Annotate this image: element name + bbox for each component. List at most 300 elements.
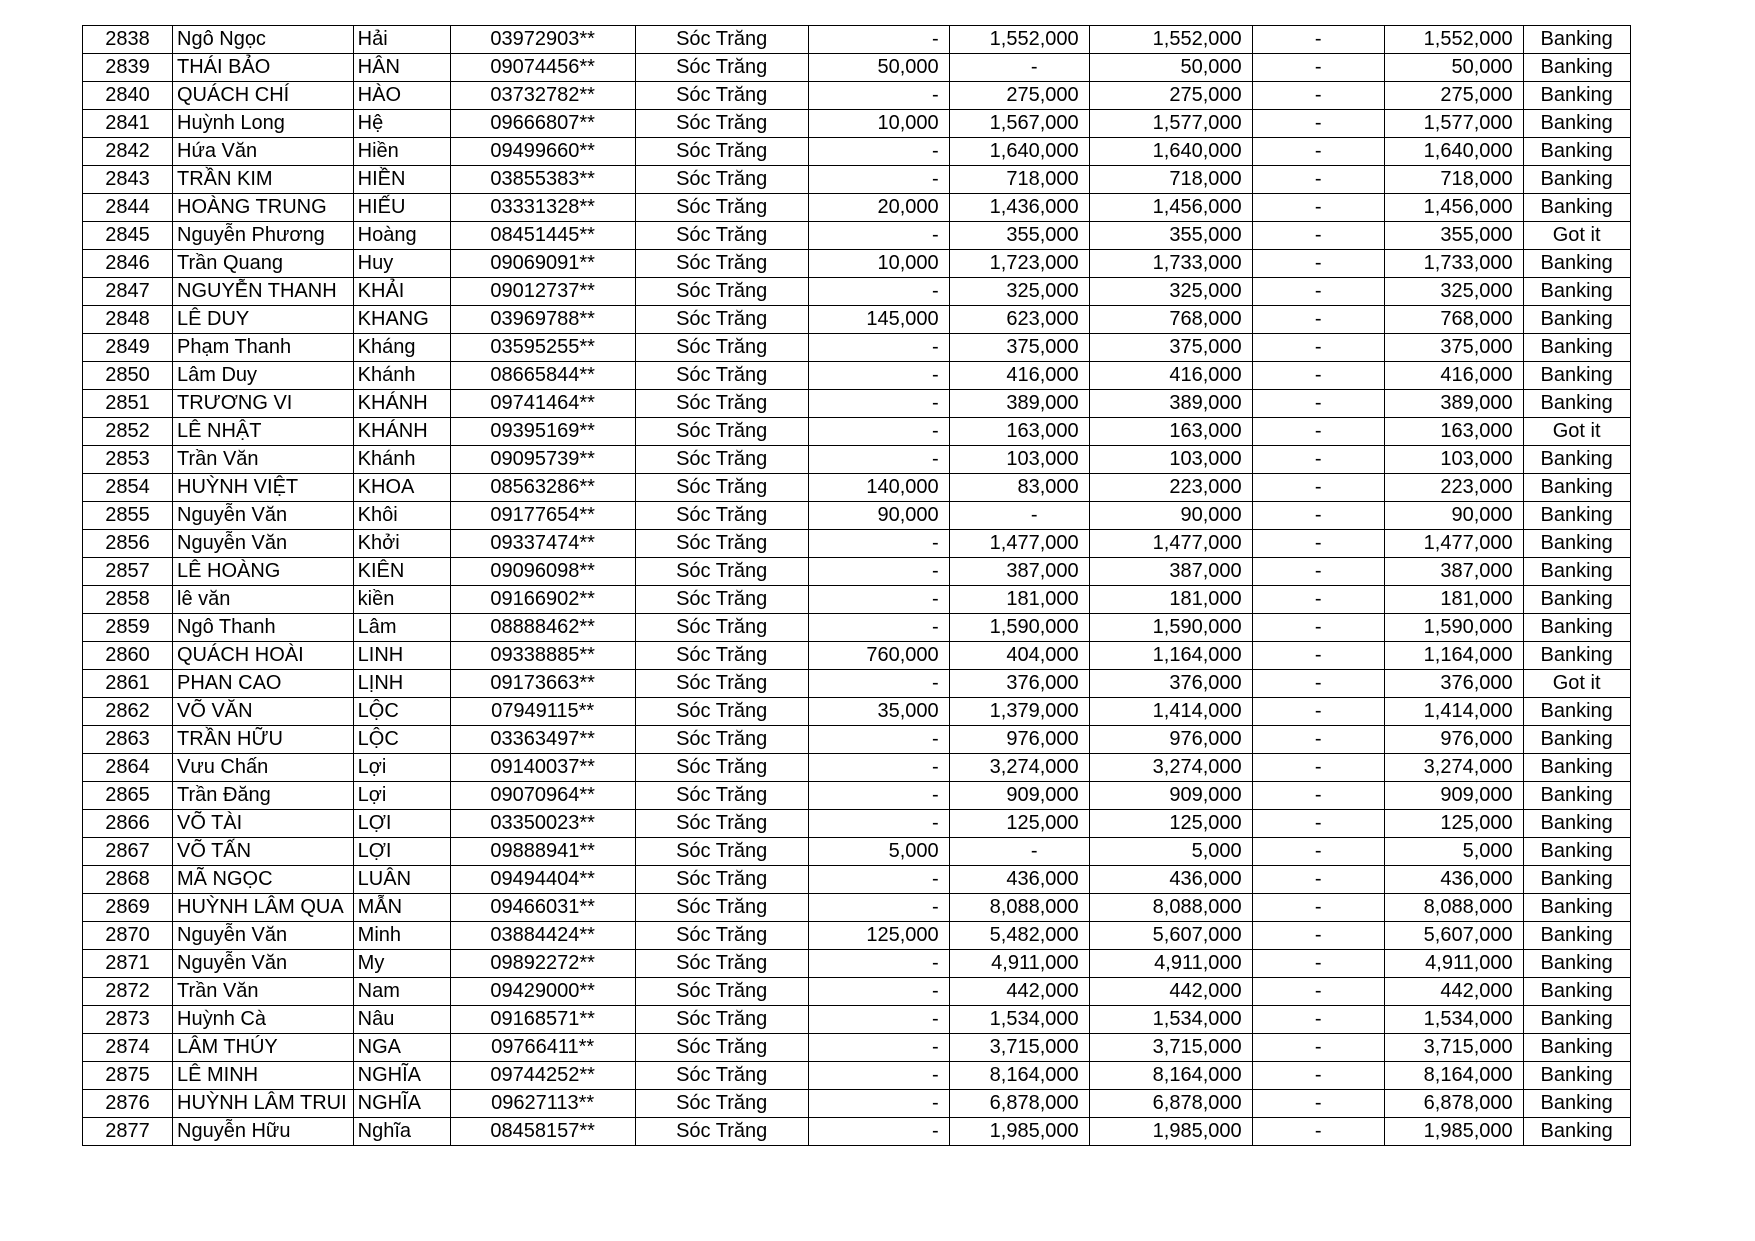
phone-number-cell: 09627113** <box>450 1090 635 1118</box>
family-name-cell: Huỳnh Cà <box>173 1006 354 1034</box>
phone-number-cell: 09888941** <box>450 838 635 866</box>
province-cell: Sóc Trăng <box>635 446 808 474</box>
deduction-cell: - <box>1252 1034 1384 1062</box>
phone-number-cell: 09173663** <box>450 670 635 698</box>
amount-total-cell: 4,911,000 <box>1089 950 1252 978</box>
payment-method-cell: Banking <box>1523 278 1630 306</box>
deduction-cell: - <box>1252 670 1384 698</box>
given-name-cell: HIỀN <box>353 166 450 194</box>
phone-number-cell: 03732782** <box>450 82 635 110</box>
row-number-cell: 2864 <box>83 754 173 782</box>
amount-1-cell: 5,000 <box>808 838 949 866</box>
deduction-cell: - <box>1252 754 1384 782</box>
table-row <box>83 782 1631 810</box>
amount-total-cell: 8,088,000 <box>1089 894 1252 922</box>
amount-paid-cell: 436,000 <box>1384 866 1523 894</box>
amount-total-cell: 976,000 <box>1089 726 1252 754</box>
deduction-cell: - <box>1252 614 1384 642</box>
amount-total-cell: 442,000 <box>1089 978 1252 1006</box>
payment-method-cell: Banking <box>1523 474 1630 502</box>
amount-total-cell: 1,164,000 <box>1089 642 1252 670</box>
table-row <box>83 1034 1631 1062</box>
family-name-cell: Trần Quang <box>173 250 354 278</box>
amount-paid-cell: 976,000 <box>1384 726 1523 754</box>
deduction-cell: - <box>1252 1118 1384 1146</box>
family-name-cell: Ngô Ngọc <box>173 26 354 54</box>
amount-2-cell: 416,000 <box>949 362 1089 390</box>
amount-paid-cell: 909,000 <box>1384 782 1523 810</box>
given-name-cell: kiền <box>353 586 450 614</box>
province-cell: Sóc Trăng <box>635 950 808 978</box>
amount-total-cell: 50,000 <box>1089 54 1252 82</box>
given-name-cell: Lợi <box>353 782 450 810</box>
table-row <box>83 810 1631 838</box>
deduction-cell: - <box>1252 950 1384 978</box>
phone-number-cell: 09494404** <box>450 866 635 894</box>
payment-method-cell: Banking <box>1523 166 1630 194</box>
phone-number-cell: 03350023** <box>450 810 635 838</box>
family-name-cell: Nguyễn Văn <box>173 502 354 530</box>
deduction-cell: - <box>1252 474 1384 502</box>
phone-number-cell: 09466031** <box>450 894 635 922</box>
row-number-cell: 2876 <box>83 1090 173 1118</box>
family-name-cell: Nguyễn Văn <box>173 922 354 950</box>
family-name-cell: Phạm Thanh <box>173 334 354 362</box>
province-cell: Sóc Trăng <box>635 222 808 250</box>
amount-total-cell: 1,456,000 <box>1089 194 1252 222</box>
province-cell: Sóc Trăng <box>635 1090 808 1118</box>
family-name-cell: HUỲNH LÂM QUA <box>173 894 354 922</box>
phone-number-cell: 09337474** <box>450 530 635 558</box>
amount-total-cell: 1,534,000 <box>1089 1006 1252 1034</box>
family-name-cell: Huỳnh Long <box>173 110 354 138</box>
row-number-cell: 2854 <box>83 474 173 502</box>
deduction-cell: - <box>1252 586 1384 614</box>
phone-number-cell: 08665844** <box>450 362 635 390</box>
amount-total-cell: 275,000 <box>1089 82 1252 110</box>
table-row <box>83 754 1631 782</box>
table-row <box>83 194 1631 222</box>
row-number-cell: 2871 <box>83 950 173 978</box>
row-number-cell: 2845 <box>83 222 173 250</box>
family-name-cell: HUỲNH VIỆT <box>173 474 354 502</box>
row-number-cell: 2840 <box>83 82 173 110</box>
amount-1-cell: - <box>808 894 949 922</box>
family-name-cell: LÊ HOÀNG <box>173 558 354 586</box>
row-number-cell: 2853 <box>83 446 173 474</box>
payment-method-cell: Banking <box>1523 1034 1630 1062</box>
amount-1-cell: - <box>808 418 949 446</box>
amount-2-cell: 8,164,000 <box>949 1062 1089 1090</box>
phone-number-cell: 09892272** <box>450 950 635 978</box>
row-number-cell: 2843 <box>83 166 173 194</box>
amount-total-cell: 5,000 <box>1089 838 1252 866</box>
province-cell: Sóc Trăng <box>635 894 808 922</box>
phone-number-cell: 09177654** <box>450 502 635 530</box>
phone-number-cell: 09166902** <box>450 586 635 614</box>
amount-paid-cell: 325,000 <box>1384 278 1523 306</box>
amount-paid-cell: 181,000 <box>1384 586 1523 614</box>
given-name-cell: Kháng <box>353 334 450 362</box>
payment-method-cell: Got it <box>1523 670 1630 698</box>
deduction-cell: - <box>1252 866 1384 894</box>
table-row <box>83 838 1631 866</box>
deduction-cell: - <box>1252 502 1384 530</box>
amount-1-cell: - <box>808 614 949 642</box>
family-name-cell: Nguyễn Hữu <box>173 1118 354 1146</box>
deduction-cell: - <box>1252 1062 1384 1090</box>
amount-1-cell: 760,000 <box>808 642 949 670</box>
amount-total-cell: 387,000 <box>1089 558 1252 586</box>
amount-1-cell: - <box>808 446 949 474</box>
amount-1-cell: - <box>808 26 949 54</box>
table-row <box>83 558 1631 586</box>
amount-2-cell: 163,000 <box>949 418 1089 446</box>
payment-method-cell: Banking <box>1523 950 1630 978</box>
payment-method-cell: Banking <box>1523 614 1630 642</box>
payment-method-cell: Banking <box>1523 334 1630 362</box>
table-row <box>83 110 1631 138</box>
table-row <box>83 418 1631 446</box>
payment-method-cell: Banking <box>1523 138 1630 166</box>
payment-method-cell: Got it <box>1523 418 1630 446</box>
row-number-cell: 2868 <box>83 866 173 894</box>
amount-2-cell: 1,590,000 <box>949 614 1089 642</box>
family-name-cell: HOÀNG TRUNG <box>173 194 354 222</box>
amount-total-cell: 3,274,000 <box>1089 754 1252 782</box>
amount-total-cell: 909,000 <box>1089 782 1252 810</box>
province-cell: Sóc Trăng <box>635 502 808 530</box>
given-name-cell: Nam <box>353 978 450 1006</box>
amount-paid-cell: 387,000 <box>1384 558 1523 586</box>
amount-paid-cell: 1,552,000 <box>1384 26 1523 54</box>
amount-1-cell: - <box>808 978 949 1006</box>
row-number-cell: 2873 <box>83 1006 173 1034</box>
given-name-cell: Khánh <box>353 446 450 474</box>
amount-1-cell: 50,000 <box>808 54 949 82</box>
province-cell: Sóc Trăng <box>635 698 808 726</box>
amount-paid-cell: 6,878,000 <box>1384 1090 1523 1118</box>
amount-2-cell: 389,000 <box>949 390 1089 418</box>
given-name-cell: Lâm <box>353 614 450 642</box>
province-cell: Sóc Trăng <box>635 810 808 838</box>
given-name-cell: NGHĨA <box>353 1090 450 1118</box>
phone-number-cell: 03969788** <box>450 306 635 334</box>
family-name-cell: Trần Đăng <box>173 782 354 810</box>
amount-1-cell: - <box>808 1062 949 1090</box>
amount-2-cell: 83,000 <box>949 474 1089 502</box>
row-number-cell: 2856 <box>83 530 173 558</box>
payment-method-cell: Banking <box>1523 726 1630 754</box>
deduction-cell: - <box>1252 166 1384 194</box>
row-number-cell: 2872 <box>83 978 173 1006</box>
given-name-cell: NGA <box>353 1034 450 1062</box>
table-row <box>83 250 1631 278</box>
amount-paid-cell: 389,000 <box>1384 390 1523 418</box>
amount-2-cell: 5,482,000 <box>949 922 1089 950</box>
amount-2-cell: 4,911,000 <box>949 950 1089 978</box>
given-name-cell: LINH <box>353 642 450 670</box>
phone-number-cell: 09096098** <box>450 558 635 586</box>
phone-number-cell: 09074456** <box>450 54 635 82</box>
amount-paid-cell: 1,534,000 <box>1384 1006 1523 1034</box>
amount-2-cell: 976,000 <box>949 726 1089 754</box>
amount-1-cell: - <box>808 726 949 754</box>
amount-1-cell: - <box>808 334 949 362</box>
family-name-cell: QUÁCH CHÍ <box>173 82 354 110</box>
amount-paid-cell: 5,000 <box>1384 838 1523 866</box>
amount-paid-cell: 1,164,000 <box>1384 642 1523 670</box>
amount-2-cell: 181,000 <box>949 586 1089 614</box>
amount-1-cell: 140,000 <box>808 474 949 502</box>
row-number-cell: 2848 <box>83 306 173 334</box>
phone-number-cell: 09012737** <box>450 278 635 306</box>
amount-2-cell: 1,985,000 <box>949 1118 1089 1146</box>
table-row <box>83 614 1631 642</box>
table-row <box>83 138 1631 166</box>
amount-paid-cell: 103,000 <box>1384 446 1523 474</box>
row-number-cell: 2858 <box>83 586 173 614</box>
province-cell: Sóc Trăng <box>635 782 808 810</box>
amount-paid-cell: 275,000 <box>1384 82 1523 110</box>
phone-number-cell: 03855383** <box>450 166 635 194</box>
given-name-cell: HÀO <box>353 82 450 110</box>
phone-number-cell: 09338885** <box>450 642 635 670</box>
amount-2-cell: 355,000 <box>949 222 1089 250</box>
amount-2-cell: 103,000 <box>949 446 1089 474</box>
payment-method-cell: Banking <box>1523 1006 1630 1034</box>
row-number-cell: 2850 <box>83 362 173 390</box>
family-name-cell: LÊ DUY <box>173 306 354 334</box>
amount-1-cell: - <box>808 166 949 194</box>
payment-method-cell: Banking <box>1523 698 1630 726</box>
family-name-cell: NGUYỄN THANH <box>173 278 354 306</box>
row-number-cell: 2849 <box>83 334 173 362</box>
amount-1-cell: - <box>808 670 949 698</box>
table-body <box>83 26 1631 1146</box>
province-cell: Sóc Trăng <box>635 390 808 418</box>
payment-method-cell: Banking <box>1523 782 1630 810</box>
province-cell: Sóc Trăng <box>635 670 808 698</box>
phone-number-cell: 03972903** <box>450 26 635 54</box>
amount-2-cell: 718,000 <box>949 166 1089 194</box>
amount-total-cell: 103,000 <box>1089 446 1252 474</box>
family-name-cell: LÊ MINH <box>173 1062 354 1090</box>
row-number-cell: 2851 <box>83 390 173 418</box>
table-row <box>83 446 1631 474</box>
row-number-cell: 2875 <box>83 1062 173 1090</box>
phone-number-cell: 03363497** <box>450 726 635 754</box>
amount-paid-cell: 125,000 <box>1384 810 1523 838</box>
province-cell: Sóc Trăng <box>635 362 808 390</box>
amount-paid-cell: 355,000 <box>1384 222 1523 250</box>
deduction-cell: - <box>1252 530 1384 558</box>
row-number-cell: 2860 <box>83 642 173 670</box>
province-cell: Sóc Trăng <box>635 278 808 306</box>
payment-method-cell: Banking <box>1523 502 1630 530</box>
family-name-cell: Trần Văn <box>173 446 354 474</box>
amount-1-cell: 125,000 <box>808 922 949 950</box>
phone-number-cell: 09741464** <box>450 390 635 418</box>
given-name-cell: My <box>353 950 450 978</box>
amount-2-cell: 3,715,000 <box>949 1034 1089 1062</box>
deduction-cell: - <box>1252 726 1384 754</box>
payment-method-cell: Banking <box>1523 530 1630 558</box>
table-row <box>83 978 1631 1006</box>
given-name-cell: Huy <box>353 250 450 278</box>
amount-1-cell: - <box>808 586 949 614</box>
payment-method-cell: Got it <box>1523 222 1630 250</box>
payment-method-cell: Banking <box>1523 838 1630 866</box>
amount-1-cell: - <box>808 558 949 586</box>
deduction-cell: - <box>1252 446 1384 474</box>
given-name-cell: Khánh <box>353 362 450 390</box>
payment-method-cell: Banking <box>1523 54 1630 82</box>
province-cell: Sóc Trăng <box>635 54 808 82</box>
family-name-cell: Vưu Chấn <box>173 754 354 782</box>
amount-paid-cell: 223,000 <box>1384 474 1523 502</box>
deduction-cell: - <box>1252 278 1384 306</box>
amount-total-cell: 376,000 <box>1089 670 1252 698</box>
deduction-cell: - <box>1252 250 1384 278</box>
amount-2-cell: 6,878,000 <box>949 1090 1089 1118</box>
row-number-cell: 2846 <box>83 250 173 278</box>
amount-paid-cell: 1,640,000 <box>1384 138 1523 166</box>
row-number-cell: 2841 <box>83 110 173 138</box>
amount-2-cell: 375,000 <box>949 334 1089 362</box>
province-cell: Sóc Trăng <box>635 110 808 138</box>
amount-paid-cell: 1,456,000 <box>1384 194 1523 222</box>
phone-number-cell: 03595255** <box>450 334 635 362</box>
amount-paid-cell: 1,733,000 <box>1384 250 1523 278</box>
amount-total-cell: 1,590,000 <box>1089 614 1252 642</box>
phone-number-cell: 09070964** <box>450 782 635 810</box>
given-name-cell: Khởi <box>353 530 450 558</box>
given-name-cell: Hệ <box>353 110 450 138</box>
payment-method-cell: Banking <box>1523 754 1630 782</box>
table-row <box>83 390 1631 418</box>
payment-method-cell: Banking <box>1523 390 1630 418</box>
amount-total-cell: 1,577,000 <box>1089 110 1252 138</box>
amount-1-cell: - <box>808 950 949 978</box>
province-cell: Sóc Trăng <box>635 754 808 782</box>
payment-method-cell: Banking <box>1523 1062 1630 1090</box>
family-name-cell: PHAN CAO <box>173 670 354 698</box>
amount-paid-cell: 442,000 <box>1384 978 1523 1006</box>
amount-2-cell: 275,000 <box>949 82 1089 110</box>
amount-2-cell: 1,379,000 <box>949 698 1089 726</box>
table-row <box>83 54 1631 82</box>
row-number-cell: 2877 <box>83 1118 173 1146</box>
table-row <box>83 530 1631 558</box>
amount-1-cell: - <box>808 82 949 110</box>
family-name-cell: MÃ NGỌC <box>173 866 354 894</box>
amount-total-cell: 181,000 <box>1089 586 1252 614</box>
payment-method-cell: Banking <box>1523 1090 1630 1118</box>
amount-paid-cell: 376,000 <box>1384 670 1523 698</box>
deduction-cell: - <box>1252 306 1384 334</box>
table-row <box>83 950 1631 978</box>
payment-method-cell: Banking <box>1523 362 1630 390</box>
amount-paid-cell: 4,911,000 <box>1384 950 1523 978</box>
province-cell: Sóc Trăng <box>635 586 808 614</box>
province-cell: Sóc Trăng <box>635 1062 808 1090</box>
amount-1-cell: - <box>808 390 949 418</box>
province-cell: Sóc Trăng <box>635 474 808 502</box>
table-row <box>83 278 1631 306</box>
given-name-cell: NGHĨA <box>353 1062 450 1090</box>
payment-method-cell: Banking <box>1523 306 1630 334</box>
province-cell: Sóc Trăng <box>635 838 808 866</box>
table-row <box>83 26 1631 54</box>
payment-method-cell: Banking <box>1523 250 1630 278</box>
deduction-cell: - <box>1252 894 1384 922</box>
given-name-cell: Hiền <box>353 138 450 166</box>
amount-2-cell: 387,000 <box>949 558 1089 586</box>
given-name-cell: Nghĩa <box>353 1118 450 1146</box>
table-row <box>83 334 1631 362</box>
family-name-cell: TRẦN KIM <box>173 166 354 194</box>
deduction-cell: - <box>1252 838 1384 866</box>
amount-total-cell: 3,715,000 <box>1089 1034 1252 1062</box>
deduction-cell: - <box>1252 362 1384 390</box>
amount-total-cell: 125,000 <box>1089 810 1252 838</box>
amount-1-cell: - <box>808 810 949 838</box>
row-number-cell: 2861 <box>83 670 173 698</box>
deduction-cell: - <box>1252 418 1384 446</box>
province-cell: Sóc Trăng <box>635 82 808 110</box>
table-row <box>83 922 1631 950</box>
amount-1-cell: - <box>808 1090 949 1118</box>
amount-2-cell: 8,088,000 <box>949 894 1089 922</box>
payment-method-cell: Banking <box>1523 810 1630 838</box>
province-cell: Sóc Trăng <box>635 1118 808 1146</box>
amount-total-cell: 1,640,000 <box>1089 138 1252 166</box>
family-name-cell: lê văn <box>173 586 354 614</box>
payment-method-cell: Banking <box>1523 558 1630 586</box>
amount-total-cell: 8,164,000 <box>1089 1062 1252 1090</box>
given-name-cell: Khôi <box>353 502 450 530</box>
amount-total-cell: 416,000 <box>1089 362 1252 390</box>
amount-paid-cell: 163,000 <box>1384 418 1523 446</box>
given-name-cell: Minh <box>353 922 450 950</box>
phone-number-cell: 09429000** <box>450 978 635 1006</box>
amount-total-cell: 768,000 <box>1089 306 1252 334</box>
amount-paid-cell: 1,590,000 <box>1384 614 1523 642</box>
deduction-cell: - <box>1252 558 1384 586</box>
given-name-cell: Hải <box>353 26 450 54</box>
province-cell: Sóc Trăng <box>635 26 808 54</box>
amount-2-cell: 1,640,000 <box>949 138 1089 166</box>
amount-paid-cell: 8,088,000 <box>1384 894 1523 922</box>
amount-2-cell: 1,436,000 <box>949 194 1089 222</box>
province-cell: Sóc Trăng <box>635 418 808 446</box>
province-cell: Sóc Trăng <box>635 530 808 558</box>
phone-number-cell: 08563286** <box>450 474 635 502</box>
row-number-cell: 2838 <box>83 26 173 54</box>
amount-total-cell: 1,552,000 <box>1089 26 1252 54</box>
deduction-cell: - <box>1252 698 1384 726</box>
deduction-cell: - <box>1252 26 1384 54</box>
amount-paid-cell: 1,577,000 <box>1384 110 1523 138</box>
amount-2-cell: 909,000 <box>949 782 1089 810</box>
deduction-cell: - <box>1252 1090 1384 1118</box>
row-number-cell: 2866 <box>83 810 173 838</box>
amount-paid-cell: 768,000 <box>1384 306 1523 334</box>
phone-number-cell: 09395169** <box>450 418 635 446</box>
deduction-cell: - <box>1252 1006 1384 1034</box>
amount-paid-cell: 90,000 <box>1384 502 1523 530</box>
